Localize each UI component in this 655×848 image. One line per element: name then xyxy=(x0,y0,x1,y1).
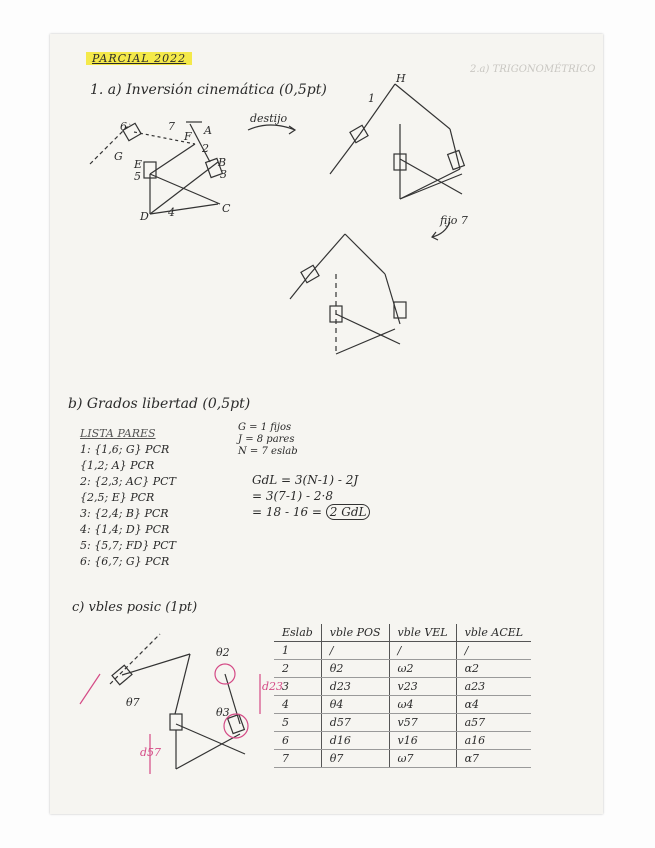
gdl-equations xyxy=(252,472,370,520)
label-theta2: θ2 xyxy=(216,646,230,659)
arrow-label-fijo7: fijo 7 xyxy=(440,214,468,227)
pair-item: 3: {2,4; B} PCR xyxy=(80,507,169,520)
label-6: 6 xyxy=(120,120,127,133)
table-cell: a57 xyxy=(456,714,531,732)
table-cell: α4 xyxy=(456,696,531,714)
label-d23: d23 xyxy=(262,680,284,693)
variables-table xyxy=(274,624,531,768)
pair-item: 6: {6,7; G} PCR xyxy=(80,555,170,568)
count-fixed: G = 1 fijos xyxy=(238,422,292,433)
table-row xyxy=(274,750,531,768)
label-G: G xyxy=(114,150,123,163)
label-4: 4 xyxy=(168,206,175,219)
table-cell: α2 xyxy=(456,660,531,678)
label-2: 2 xyxy=(202,142,209,155)
table-cell: a16 xyxy=(456,732,531,750)
equation-line: = 3(7-1) - 2·8 xyxy=(252,489,333,503)
label-C: C xyxy=(222,202,231,215)
equation-line xyxy=(252,504,370,520)
table-cell: ω2 xyxy=(389,660,456,678)
table-cell: / xyxy=(456,642,531,660)
bleed-through-text: 2.a) TRIGONOMÉTRICO xyxy=(470,64,596,75)
table-cell: / xyxy=(389,642,456,660)
label-theta7: θ7 xyxy=(126,696,140,709)
label-3: 3 xyxy=(220,168,227,181)
table-cell: v23 xyxy=(389,678,456,696)
label-F: F xyxy=(184,130,192,143)
table-cell: 1 xyxy=(274,642,321,660)
table-cell: 3 xyxy=(274,678,321,696)
table-cell: a23 xyxy=(456,678,531,696)
count-pairs: J = 8 pares xyxy=(238,434,295,445)
label-A: A xyxy=(204,124,212,137)
section-b-heading: b) Grados libertad (0,5pt) xyxy=(68,396,251,412)
pair-item: 2: {2,3; AC} PCT xyxy=(80,475,176,488)
table-cell: 4 xyxy=(274,696,321,714)
pair-item: 1: {1,6; G} PCR xyxy=(80,443,170,456)
arrow-label-destijo: destijo xyxy=(250,112,288,125)
pair-item: {2,5; E} PCR xyxy=(80,491,155,504)
label-B: B xyxy=(218,156,227,169)
table-cell: 2 xyxy=(274,660,321,678)
table-header: vble VEL xyxy=(389,624,456,642)
table-row xyxy=(274,660,531,678)
label-d57: d57 xyxy=(140,746,162,759)
label-1: 1 xyxy=(368,92,375,105)
table-cell: d23 xyxy=(321,678,389,696)
section-a-heading: 1. a) Inversión cinemática (0,5pt) xyxy=(90,82,327,98)
pair-item: 5: {5,7; FD} PCT xyxy=(80,539,176,552)
equation-line: GdL = 3(N-1) - 2J xyxy=(252,473,359,487)
table-row xyxy=(274,732,531,750)
table-cell: ω7 xyxy=(389,750,456,768)
table-cell: α7 xyxy=(456,750,531,768)
table-cell: ω4 xyxy=(389,696,456,714)
table-cell: 6 xyxy=(274,732,321,750)
table-cell: d16 xyxy=(321,732,389,750)
count-links: N = 7 eslab xyxy=(238,446,298,457)
table-cell: / xyxy=(321,642,389,660)
equation-text: = 18 - 16 = xyxy=(252,505,322,519)
table-cell: θ2 xyxy=(321,660,389,678)
table-cell: 5 xyxy=(274,714,321,732)
label-H: H xyxy=(396,72,406,85)
table-cell: θ7 xyxy=(321,750,389,768)
pair-item: {1,2; A} PCR xyxy=(80,459,155,472)
table-row xyxy=(274,714,531,732)
table-cell: v57 xyxy=(389,714,456,732)
page-title: PARCIAL 2022 xyxy=(86,52,192,65)
table-row xyxy=(274,696,531,714)
gdl-result: 2 GdL xyxy=(326,504,371,520)
table-header: Eslab xyxy=(274,624,321,642)
pairs-list xyxy=(80,426,176,570)
label-5: 5 xyxy=(134,170,141,183)
notebook-page xyxy=(50,34,603,814)
table-row xyxy=(274,642,531,660)
section-c-heading: c) vbles posic (1pt) xyxy=(72,600,198,615)
table-cell: d57 xyxy=(321,714,389,732)
label-E: E xyxy=(134,158,143,171)
table-cell: θ4 xyxy=(321,696,389,714)
label-D: D xyxy=(140,210,149,223)
label-theta3: θ3 xyxy=(216,706,230,719)
table-cell: 7 xyxy=(274,750,321,768)
table-row xyxy=(274,678,531,696)
pair-item: 4: {1,4; D} PCR xyxy=(80,523,170,536)
label-7: 7 xyxy=(168,120,175,133)
table-cell: v16 xyxy=(389,732,456,750)
table-header: vble POS xyxy=(321,624,389,642)
pairs-title: LISTA PARES xyxy=(80,427,156,440)
counts-block xyxy=(238,422,298,458)
table-header: vble ACEL xyxy=(456,624,531,642)
